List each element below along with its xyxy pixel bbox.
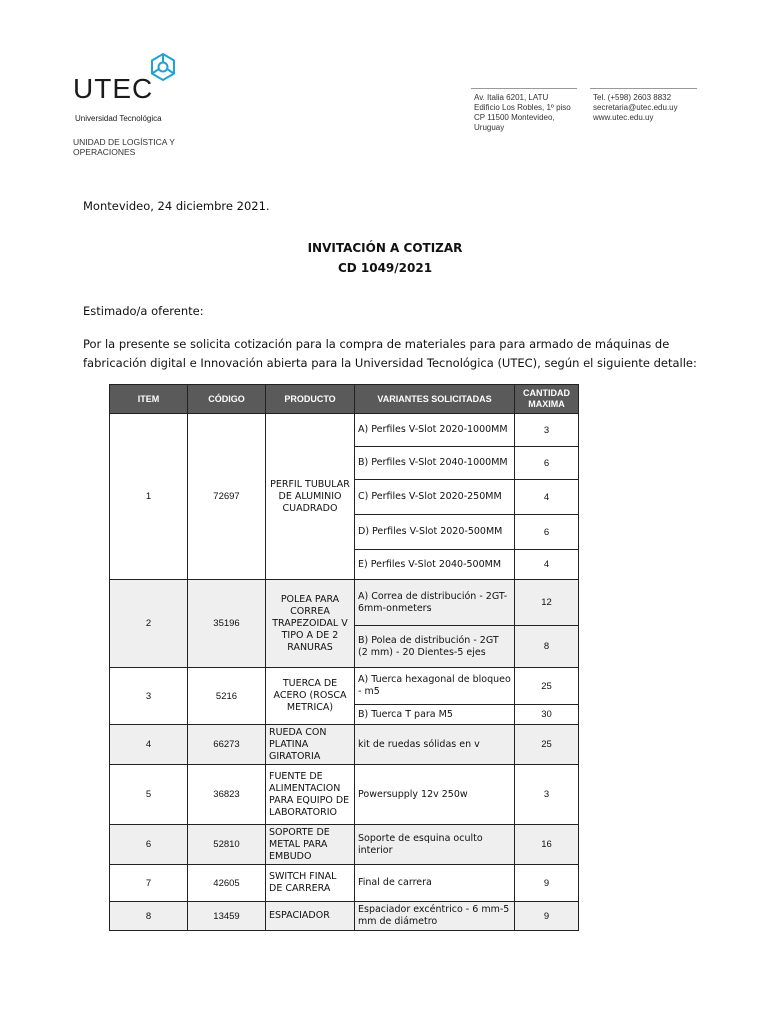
item-quantity: 8 <box>515 626 579 668</box>
item-variant: A) Perfiles V-Slot 2020-1000MM <box>355 414 515 447</box>
item-code: 42605 <box>188 865 266 902</box>
item-product: PERFIL TUBULAR DE ALUMINIO CUADRADO <box>266 414 355 580</box>
item-number: 5 <box>110 765 188 825</box>
item-variant: A) Tuerca hexagonal de bloqueo - m5 <box>355 668 515 705</box>
item-number: 6 <box>110 825 188 865</box>
item-code: 52810 <box>188 825 266 865</box>
item-number: 1 <box>110 414 188 580</box>
item-variant: B) Polea de distribución - 2GT (2 mm) - 20 Dientes-5 ejes <box>355 626 515 668</box>
item-product: FUENTE DE ALIMENTACION PARA EQUIPO DE LABORATORIO <box>266 765 355 825</box>
item-code: 5216 <box>188 668 266 725</box>
item-quantity: 16 <box>515 825 579 865</box>
table-row <box>110 580 579 626</box>
item-product: TUERCA DE ACERO (ROSCA METRICA) <box>266 668 355 725</box>
item-code: 72697 <box>188 414 266 580</box>
table-row <box>110 902 579 931</box>
header-divider <box>590 88 697 89</box>
item-quantity: 30 <box>515 705 579 725</box>
item-number: 8 <box>110 902 188 931</box>
address-block: Av. Italia 6201, LATU Edificio Los Robles, 1º piso CP 11500 Montevideo, Uruguay <box>474 93 571 132</box>
document-code: CD 1049/2021 <box>337 261 433 275</box>
greeting: Estimado/a oferente: <box>83 304 204 318</box>
header-producto: PRODUCTO <box>266 385 355 414</box>
table-row <box>110 865 579 902</box>
item-quantity: 9 <box>515 902 579 931</box>
item-variant: A) Correa de distribución - 2GT-6mm-onmeters <box>355 580 515 626</box>
item-quantity: 3 <box>515 414 579 447</box>
item-quantity: 25 <box>515 668 579 705</box>
item-number: 3 <box>110 668 188 725</box>
header-item: ITEM <box>110 385 188 414</box>
item-quantity: 4 <box>515 550 579 580</box>
item-quantity: 6 <box>515 515 579 550</box>
table-header-row <box>110 385 579 414</box>
item-variant: Powersupply 12v 250w <box>355 765 515 825</box>
item-number: 4 <box>110 725 188 765</box>
table-row <box>110 414 579 447</box>
document-title: INVITACIÓN A COTIZAR <box>307 241 463 255</box>
item-code: 13459 <box>188 902 266 931</box>
item-product: SWITCH FINAL DE CARRERA <box>266 865 355 902</box>
item-quantity: 4 <box>515 480 579 515</box>
item-variant: D) Perfiles V-Slot 2020-500MM <box>355 515 515 550</box>
intro-paragraph: Por la presente se solicita cotización para la compra de materiales para para armado de máquinas de fabricación digital e Innovación abierta para la Universidad Tecnológica (UTEC), según el siguiente detalle: <box>83 337 697 370</box>
item-variant: B) Perfiles V-Slot 2040-1000MM <box>355 447 515 480</box>
item-quantity: 25 <box>515 725 579 765</box>
table-row <box>110 668 579 705</box>
item-variant: kit de ruedas sólidas en v <box>355 725 515 765</box>
logo-wordmark: UTEC <box>73 73 154 104</box>
header-variantes: VARIANTES SOLICITADAS <box>355 385 515 414</box>
header-codigo: CÓDIGO <box>188 385 266 414</box>
item-product: POLEA PARA CORREA TRAPEZOIDAL V TIPO A DE 2 RANURAS <box>266 580 355 668</box>
table-row <box>110 725 579 765</box>
header-cantidad: CANTIDAD MAXIMA <box>515 385 579 414</box>
item-number: 2 <box>110 580 188 668</box>
item-quantity: 9 <box>515 865 579 902</box>
item-code: 66273 <box>188 725 266 765</box>
item-quantity: 6 <box>515 447 579 480</box>
item-quantity: 3 <box>515 765 579 825</box>
department-name: UNIDAD DE LOGÍSTICA Y OPERACIONES <box>73 137 175 157</box>
item-code: 36823 <box>188 765 266 825</box>
logo-subtitle: Universidad Tecnológica <box>75 114 162 123</box>
item-variant: Soporte de esquina oculto interior <box>355 825 515 865</box>
table-row <box>110 765 579 825</box>
item-product: RUEDA CON PLATINA GIRATORIA <box>266 725 355 765</box>
item-variant: E) Perfiles V-Slot 2040-500MM <box>355 550 515 580</box>
item-variant: Final de carrera <box>355 865 515 902</box>
letter-date: Montevideo, 24 diciembre 2021. <box>83 199 270 213</box>
item-variant: Espaciador excéntrico - 6 mm-5 mm de diámetro <box>355 902 515 931</box>
contact-block: Tel. (+598) 2603 8832 secretaria@utec.edu.uy www.utec.edu.uy <box>593 93 678 122</box>
item-product: ESPACIADOR <box>266 902 355 931</box>
item-variant: C) Perfiles V-Slot 2020-250MM <box>355 480 515 515</box>
header-divider <box>471 88 577 89</box>
item-code: 35196 <box>188 580 266 668</box>
item-number: 7 <box>110 865 188 902</box>
item-product: SOPORTE DE METAL PARA EMBUDO <box>266 825 355 865</box>
item-variant: B) Tuerca T para M5 <box>355 705 515 725</box>
table-row <box>110 825 579 865</box>
materials-table <box>109 384 579 931</box>
item-quantity: 12 <box>515 580 579 626</box>
